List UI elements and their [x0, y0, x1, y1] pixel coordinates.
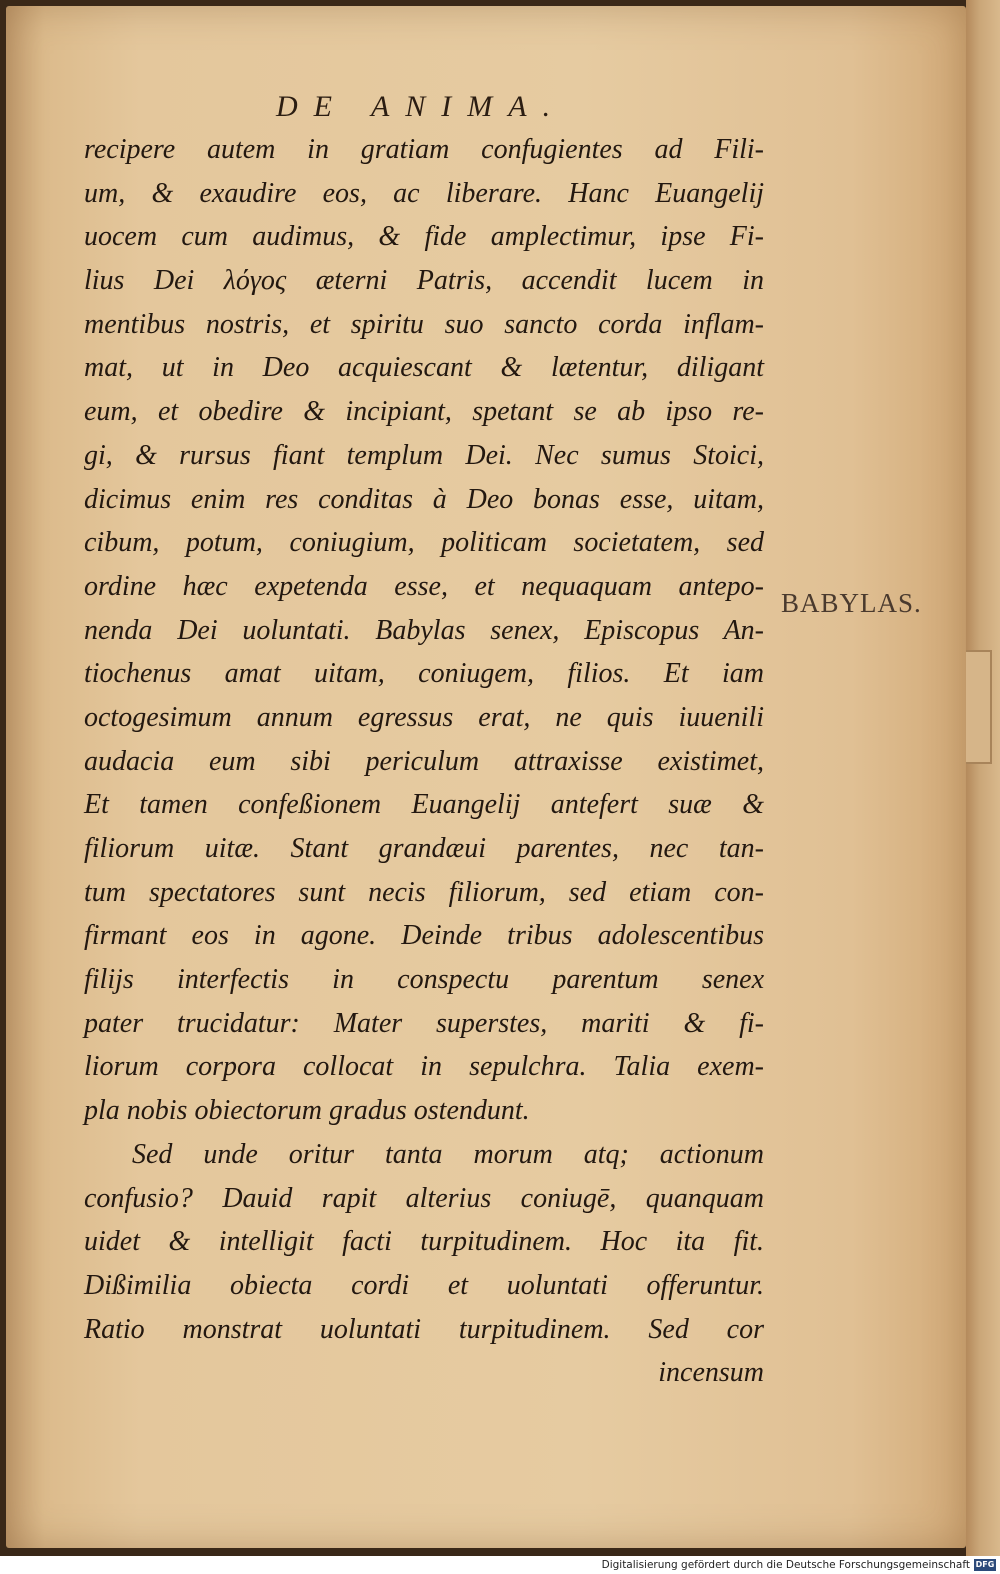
text-line: um, & exaudire eos, ac liberare. Hanc Euangelij — [84, 177, 764, 209]
page-edge — [966, 0, 1000, 1556]
text-line: Ratio monstrat uoluntati turpitudinem. Sed cor — [84, 1313, 764, 1345]
book-page — [6, 6, 966, 1548]
footer-credit: Digitalisierung gefördert durch die Deutsche Forschungsgemeinschaft — [601, 1559, 970, 1571]
text-line: liorum corpora collocat in sepulchra. Talia exem- — [84, 1051, 764, 1083]
text-line: tiochenus amat uitam, coniugem, filios. Et iam — [84, 658, 764, 690]
running-head: DE ANIMA. — [276, 90, 567, 123]
text-line: lius Dei λόγος æterni Patris, accendit lucem in — [84, 265, 764, 297]
text-line: mentibus nostris, et spiritu suo sancto corda inflam- — [84, 308, 764, 340]
text-line: confusio? Dauid rapit alterius coniugē, quanquam — [84, 1182, 764, 1214]
text-line: mat, ut in Deo acquiescant & lætentur, diligant — [84, 352, 764, 384]
text-line: pla nobis obiectorum gradus ostendunt. — [84, 1095, 530, 1127]
text-line: tum spectatores sunt necis filiorum, sed etiam con- — [84, 876, 764, 908]
footer-bar — [0, 1556, 1000, 1574]
text-line: recipere autem in gratiam confugientes ad Fili- — [84, 134, 764, 165]
text-line: uidet & intelligit facti turpitudinem. Hoc ita fit. — [84, 1226, 764, 1258]
text-line: Et tamen confeßionem Euangelij antefert suæ & — [84, 789, 764, 821]
text-line: pater trucidatur: Mater superstes, mariti & fi- — [84, 1007, 764, 1039]
text-line: dicimus enim res conditas à Deo bonas esse, uitam, — [84, 483, 764, 515]
text-line: ordine hæc expetenda esse, et nequaquam antepo- — [84, 570, 764, 602]
marginal-note: BABYLAS. — [781, 588, 922, 618]
body-text — [84, 128, 764, 1395]
text-line: filijs interfectis in conspectu parentum senex — [84, 964, 764, 996]
text-line: Dißimilia obiecta cordi et uoluntati offeruntur. — [84, 1269, 764, 1301]
text-line: firmant eos in agone. Deinde tribus adolescentibus — [84, 920, 764, 952]
text-line: filiorum uitæ. Stant grandæui parentes, nec tan- — [84, 833, 764, 864]
text-line: eum, et obedire & incipiant, spetant se ab ipso re- — [84, 396, 764, 428]
text-line: cibum, potum, coniugium, politicam societatem, sed — [84, 527, 764, 559]
text-line: gi, & rursus fiant templum Dei. Nec sumus Stoici, — [84, 439, 764, 471]
text-line: uocem cum audimus, & fide amplectimur, ipse Fi- — [84, 221, 764, 253]
paragraph-start-line: Sed unde oritur tanta morum atq; actionum — [132, 1138, 764, 1170]
catchword: incensum — [658, 1357, 764, 1389]
text-line: octogesimum annum egressus erat, ne quis iuuenili — [84, 701, 764, 733]
text-line: audacia eum sibi periculum attraxisse existimet, — [84, 745, 764, 777]
text-line: nenda Dei uoluntati. Babylas senex, Episcopus An- — [84, 614, 764, 646]
dfg-logo: DFG — [975, 1560, 995, 1569]
